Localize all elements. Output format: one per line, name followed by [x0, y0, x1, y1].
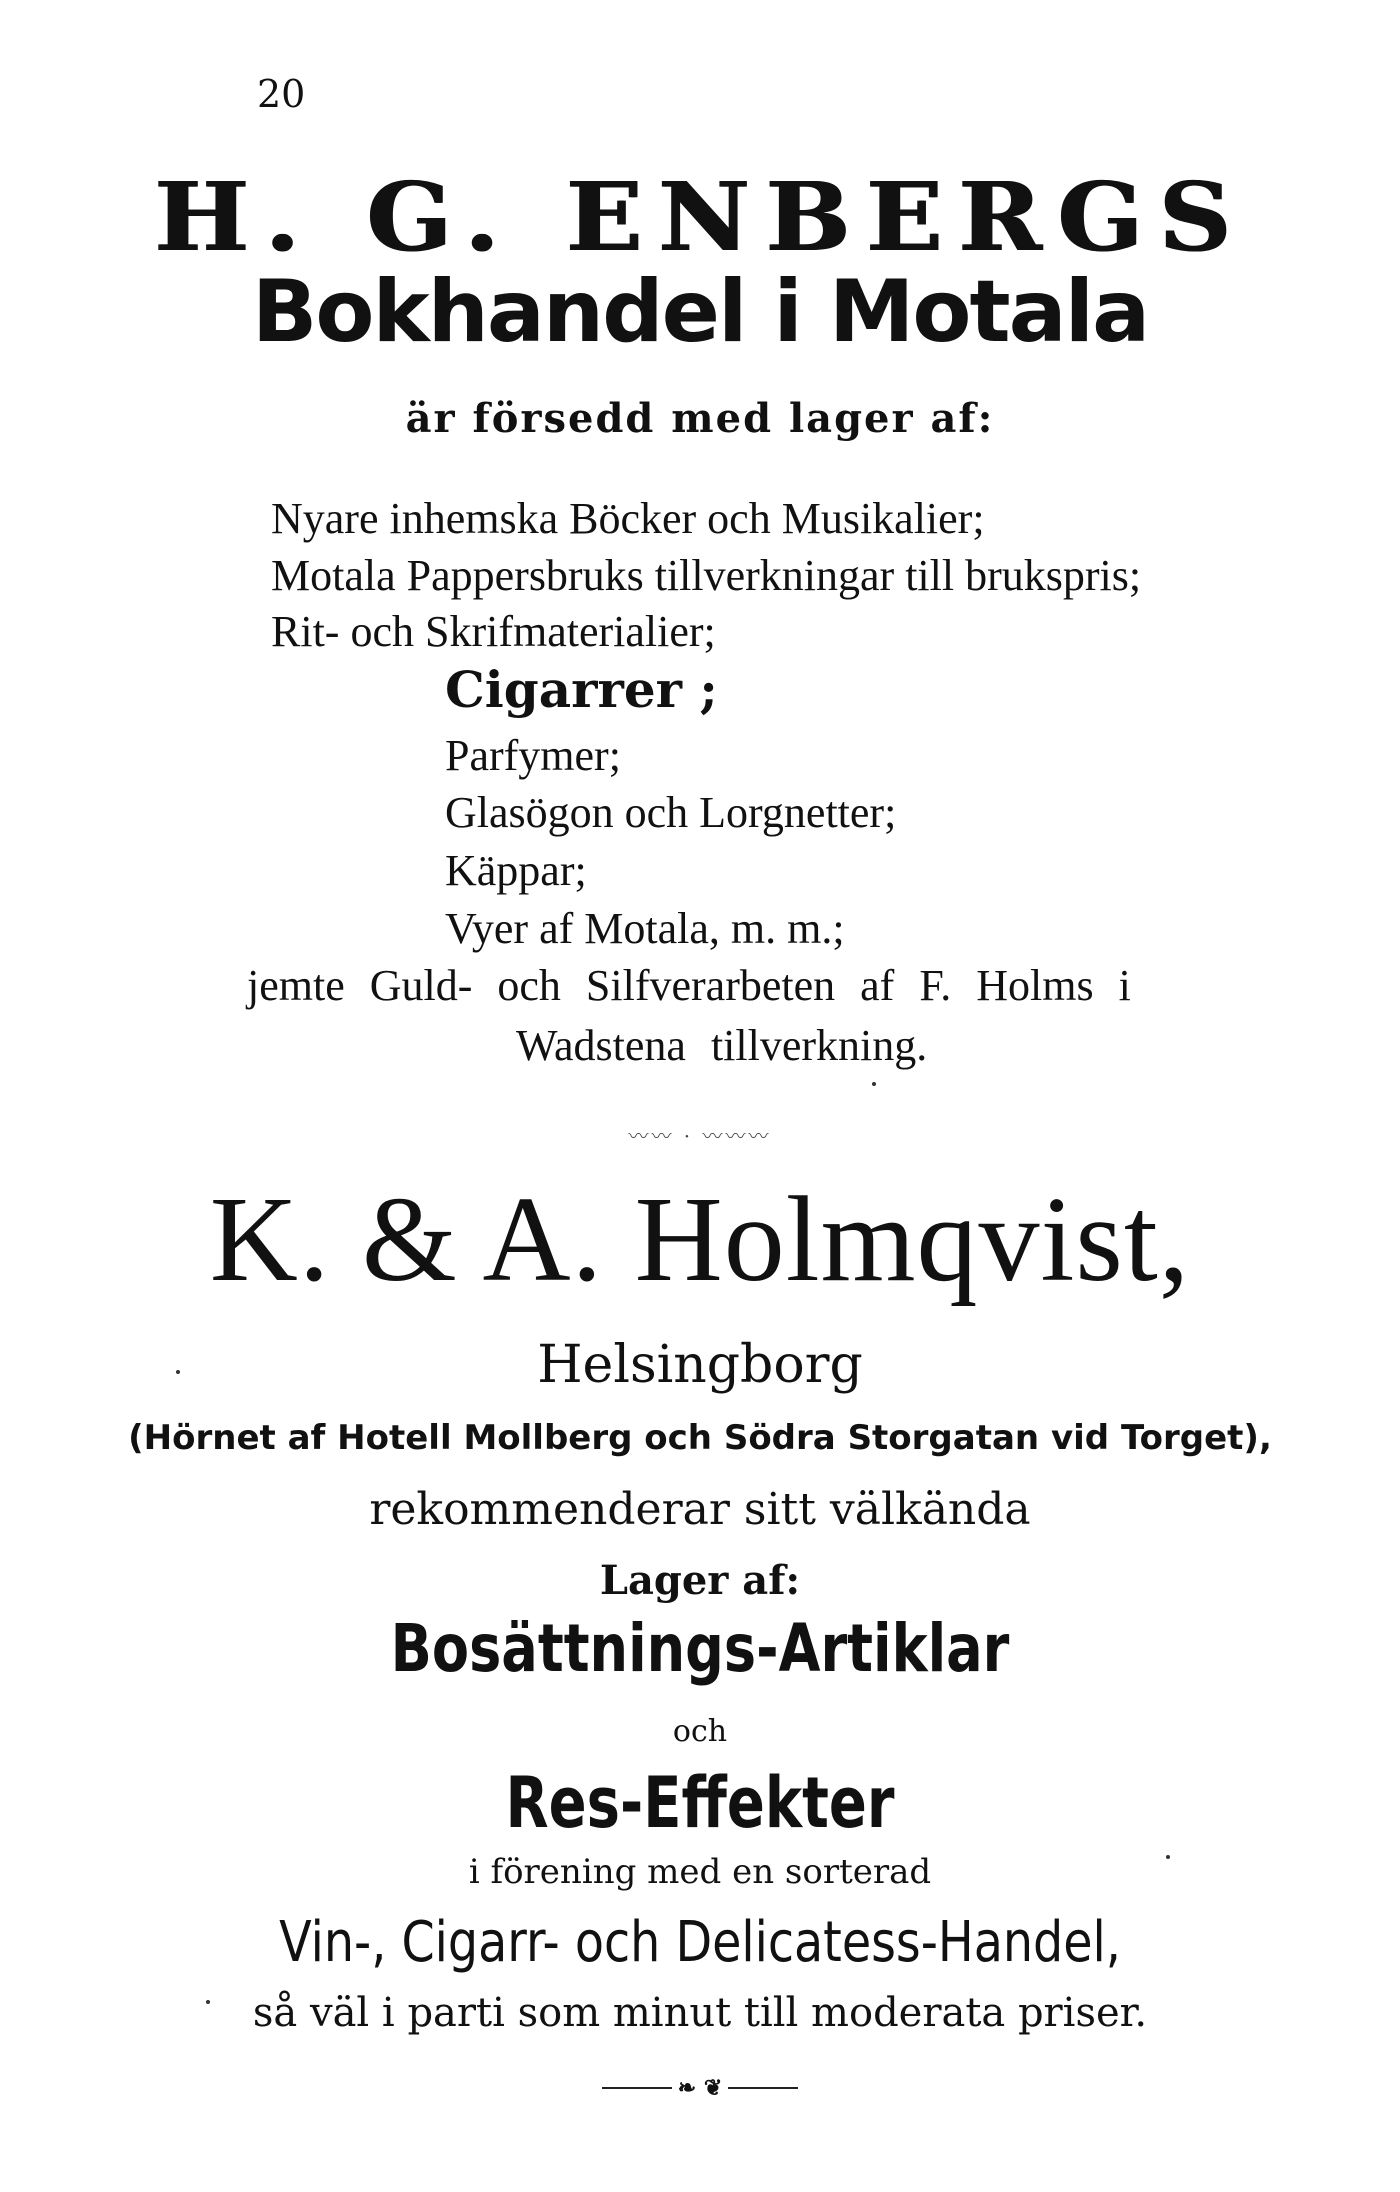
print-speck [206, 2000, 210, 2004]
ad2-bosattning: Bosättnings-Artiklar [390, 1610, 1010, 1687]
ad1-title: H. G. ENBERGS [153, 160, 1247, 274]
ad1-jemte-line: jemte Guld- och Silfverarbeten af F. Holms i [247, 961, 1131, 1010]
ad1-cigarrer: Cigarrer ; [445, 660, 718, 719]
print-speck [176, 1370, 180, 1374]
ad1-subtitle: Bokhandel i Motala [251, 262, 1149, 362]
ad2-recommend: rekommenderar sitt välkända [369, 1484, 1031, 1535]
ad1-item-perfume: Parfymer; [445, 731, 621, 780]
ad1-item-canes: Käppar; [445, 846, 587, 895]
section-divider: 〰〰 · 〰〰〰 [628, 1124, 772, 1148]
ad2-res-effekter: Res-Effekter [505, 1762, 895, 1844]
ad1-item-books: Nyare inhemska Böcker och Musikalier; [271, 494, 985, 543]
ad2-city: Helsingborg [537, 1335, 863, 1395]
ad2-address: (Hörnet af Hotell Mollberg och Södra Storgatan vid Torget), [128, 1418, 1272, 1458]
ad1-item-drawing: Rit- och Skrifmaterialier; [271, 607, 716, 656]
ad1-wadstena-line: Wadstena tillverkning. [516, 1021, 928, 1070]
ad1-item-glasses: Glasögon och Lorgnetter; [445, 788, 897, 837]
ad1-tagline: är försedd med lager af: [405, 395, 995, 442]
ad2-prices: så väl i parti som minut till moderata priser. [252, 1990, 1148, 2036]
end-ornament: ❧ ❦ [0, 2075, 1400, 2101]
ad1-item-views: Vyer af Motala, m. m.; [445, 904, 845, 953]
ad2-company: K. & A. Holmqvist, [209, 1172, 1191, 1307]
page-number: 20 [257, 72, 306, 116]
ad2-forening: i förening med en sorterad [468, 1852, 932, 1892]
ad2-vin-handel: Vin-, Cigarr- och Delicatess-Handel, [279, 1910, 1121, 1975]
print-speck [1166, 1855, 1170, 1859]
ad2-lager: Lager af: [599, 1557, 801, 1604]
ad1-item-paper: Motala Pappersbruks tillverkningar till brukspris; [271, 551, 1142, 600]
print-speck [872, 1082, 876, 1086]
ad2-och: och [672, 1714, 728, 1749]
